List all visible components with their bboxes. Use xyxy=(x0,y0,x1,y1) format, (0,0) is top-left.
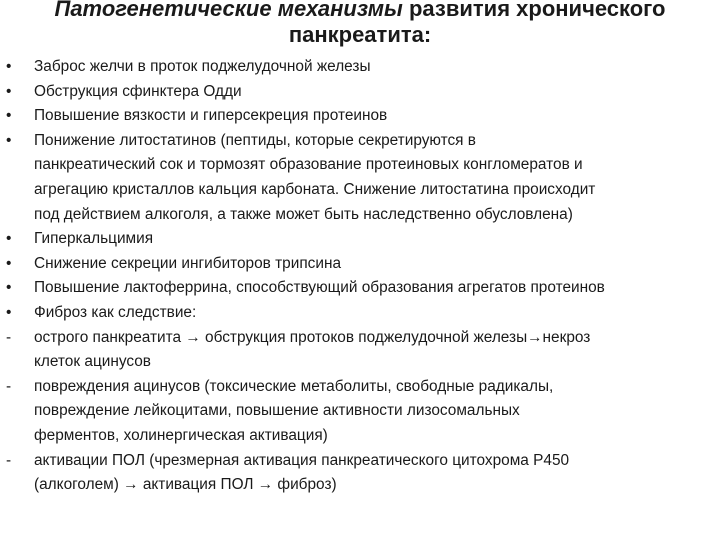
slide-title-italic: Патогенетические механизмы xyxy=(54,0,403,21)
bullet-text: Повышение лактоферрина, способствующий образования агрегатов протеинов xyxy=(34,279,605,297)
bullet-marker: • xyxy=(6,58,12,75)
bullet-item xyxy=(6,252,718,277)
bullet-text: Гиперкальцимия xyxy=(34,230,154,248)
slide-title xyxy=(0,0,720,48)
dash-item xyxy=(6,449,718,498)
bullet-marker: • xyxy=(6,254,12,272)
bullet-item xyxy=(6,301,718,326)
bullet-text: Заброс желчи в проток поджелудочной железы xyxy=(34,58,371,75)
dash-item xyxy=(6,326,718,375)
dash-marker: - xyxy=(6,328,12,346)
bullet-item xyxy=(6,55,718,80)
dash-item xyxy=(6,375,718,449)
dash-text: активации ПОЛ (чрезмерная активация панкреатического цитохрома Р450 (алкоголем) → активация ПОЛ → фиброз) xyxy=(34,451,570,494)
dash-text: повреждения ацинусов (токсические метаболиты, свободные радикалы, повреждение лейкоцитами, повышение активности лизосомальных ферментов, холинергическая активация) xyxy=(34,377,554,444)
bullet-marker: • xyxy=(6,131,12,149)
bullet-item xyxy=(6,129,718,227)
slide-body xyxy=(6,55,718,498)
slide-title-rest: развития хронического панкреатита: xyxy=(288,0,666,47)
bullet-marker: • xyxy=(6,230,12,248)
dash-marker: - xyxy=(6,451,12,469)
bullet-marker: • xyxy=(6,303,12,321)
bullet-text: Повышение вязкости и гиперсекреция протеинов xyxy=(34,107,388,125)
bullet-marker: • xyxy=(6,107,12,125)
bullet-text: Снижение секреции ингибиторов трипсина xyxy=(34,254,342,272)
bullet-text: Понижение литостатинов (пептиды, которые секретируются в панкреатический сок и тормозят образование протеиновых конгломератов и агрегацию кристаллов кальция карбоната. Снижение литостатина происходит под действием алкоголя, а также может быть наследственно обусловлена) xyxy=(34,131,596,223)
bullet-item xyxy=(6,104,718,129)
bullet-marker: • xyxy=(6,82,12,100)
bullet-item xyxy=(6,80,718,105)
dash-marker: - xyxy=(6,377,12,395)
bullet-item xyxy=(6,227,718,252)
bullet-item xyxy=(6,276,718,301)
dash-text: острого панкреатита → обструкция протоков поджелудочной железы→некроз клеток ацинусов xyxy=(34,328,591,371)
bullet-marker: • xyxy=(6,279,12,297)
bullet-text: Обструкция сфинктера Одди xyxy=(34,82,242,100)
bullet-text: Фиброз как следствие: xyxy=(34,303,197,321)
